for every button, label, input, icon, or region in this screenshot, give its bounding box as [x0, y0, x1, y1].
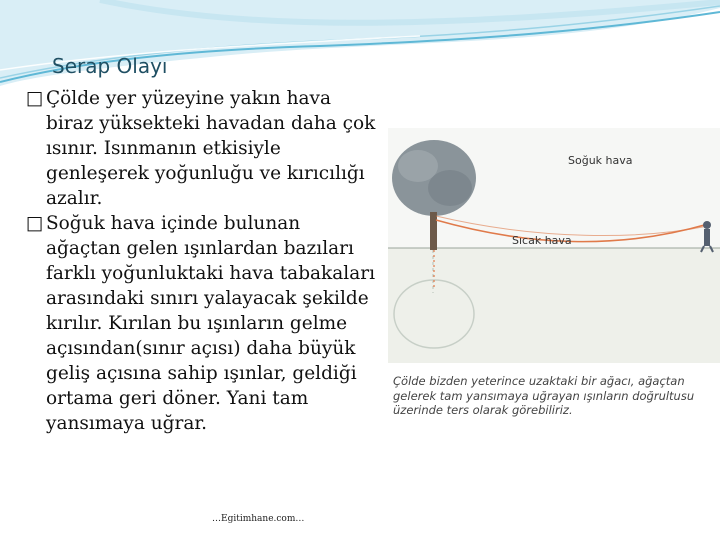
bullet-paragraph-2	[26, 211, 376, 436]
footer-source: …Egitimhane.com…	[212, 514, 305, 524]
bullet-box-icon: □	[26, 88, 44, 109]
bullet-paragraph-1	[26, 86, 376, 211]
bullet-box-icon: □	[26, 213, 44, 234]
cold-air-label: Soğuk hava	[568, 154, 633, 167]
slide-title: Serap Olayı	[52, 54, 168, 78]
slide-body	[26, 86, 376, 436]
paragraph-text-2: Soğuk hava içinde bulunan ağaçtan gelen ışınlardan bazıları farklı yoğunluktaki hava tabakaları arasındaki sınırı yalayacak şekilde kırılır. Kırılan bu ışınların gelme açısından(sınır açısı) daha büyük geliş açısına sahip ışınlar, geldiği ortama geri döner. Yani tam yansımaya uğrar.	[46, 213, 376, 434]
tree-trunk-icon	[430, 212, 437, 250]
mirage-illustration	[388, 128, 720, 363]
paragraph-text-1: Çölde yer yüzeyine yakın hava biraz yüksekteki havadan daha çok ısınır. Isınmanın etkisiyle genleşerek yoğunluğu ve kırıcılığı azalır.	[46, 88, 376, 209]
figure-caption: Çölde bizden yeterince uzaktaki bir ağacı, ağaçtan gelerek tam yansımaya uğrayan ışınların doğrultusu üzerinde ters olarak görebiliriz.	[393, 374, 695, 417]
hot-air-label: Sıcak hava	[512, 234, 572, 247]
